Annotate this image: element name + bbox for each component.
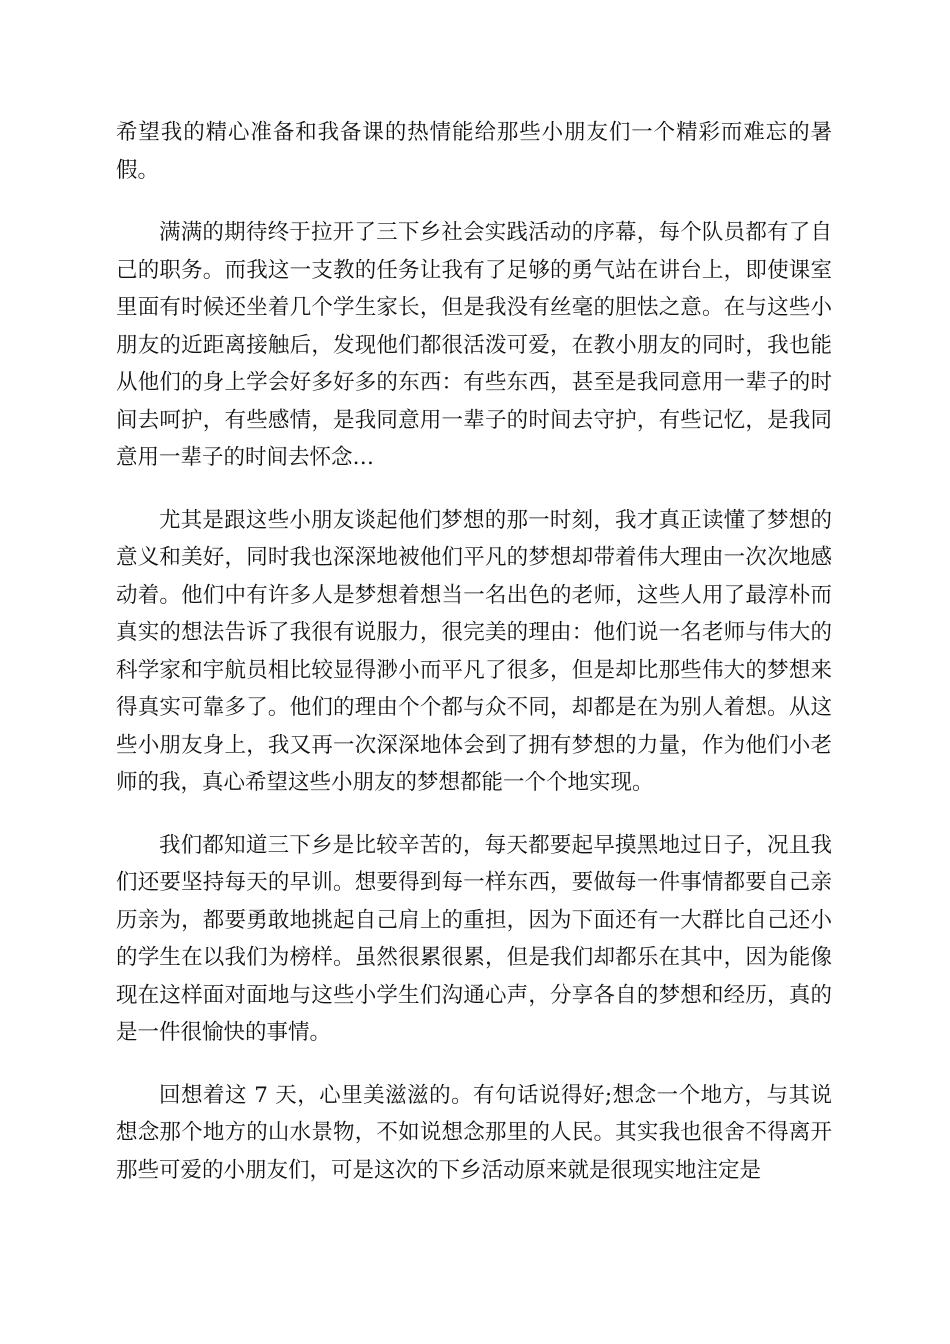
paragraph: 尤其是跟这些小朋友谈起他们梦想的那一时刻，我才真正读懂了梦想的意义和美好，同时我也深深地被他们平凡的梦想却带着伟大理由一次次地感动着。他们中有许多人是梦想着想当一名出色的老师，这些人用了最淳朴而真实的想法告诉了我很有说服力，很完美的理由：他们说一名老师与伟大的科学家和宇航员相比较显得渺小而平凡了很多，但是却比那些伟大的梦想来得真实可靠多了。他们的理由个个都与众不同，却都是在为别人着想。从这些小朋友身上，我又再一次深深地体会到了拥有梦想的力量，作为他们小老师的我，真心希望这些小朋友的梦想都能一个个地实现。 <box>116 507 832 795</box>
document-body <box>116 114 832 1189</box>
paragraph: 回想着这 7 天，心里美滋滋的。有句话说得好;想念一个地方，与其说想念那个地方的山水景物，不如说想念那里的人民。其实我也很舍不得离开那些可爱的小朋友们，可是这次的下乡活动原来就是很现实地注定是 <box>116 1082 832 1183</box>
paragraph-continuation: 希望我的精心准备和我备课的热情能给那些小朋友们一个精彩而难忘的暑假。 <box>116 120 832 183</box>
paragraph: 我们都知道三下乡是比较辛苦的，每天都要起早摸黑地过日子，况且我们还要坚持每天的早训。想要得到每一样东西，要做每一件事情都要自己亲历亲为，都要勇敢地挑起自己肩上的重担，因为下面还有一大群比自己还小的学生在以我们为榜样。虽然很累很累，但是我们却都乐在其中，因为能像现在这样面对面地与这些小学生们沟通心声，分享各自的梦想和经历，真的是一件很愉快的事情。 <box>116 832 832 1045</box>
paragraph: 满满的期待终于拉开了三下乡社会实践活动的序幕，每个队员都有了自己的职务。而我这一支教的任务让我有了足够的勇气站在讲台上，即使课室里面有时候还坐着几个学生家长，但是我没有丝毫的胆怯之意。在与这些小朋友的近距离接触后，发现他们都很活泼可爱，在教小朋友的同时，我也能从他们的身上学会好多好多的东西：有些东西，甚至是我同意用一辈子的时间去呵护，有些感情，是我同意用一辈子的时间去守护，有些记忆，是我同意用一辈子的时间去怀念… <box>116 220 832 470</box>
